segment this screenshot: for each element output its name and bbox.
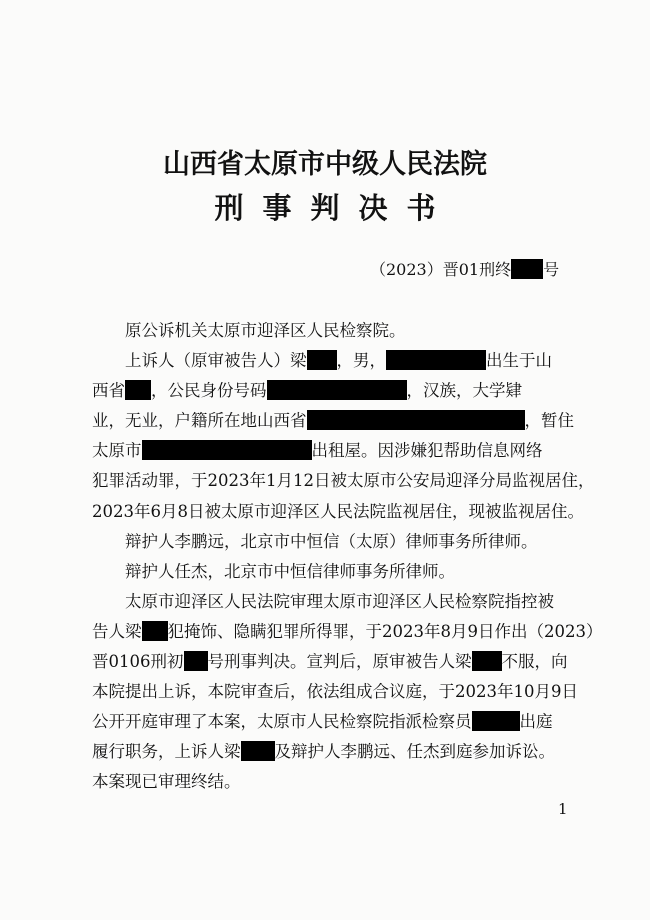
redaction-block <box>267 380 407 400</box>
text-segment: 业，无业，户籍所在地山西省 <box>92 411 307 431</box>
paragraph-prosecution-organ: 原公诉机关太原市迎泽区人民检察院。 <box>125 321 406 340</box>
text-segment: 号刑事判决。宣判后，原审被告人梁 <box>207 652 472 672</box>
text-segment: 西省 <box>92 381 125 401</box>
text-segment: 履行职务，上诉人梁 <box>92 742 241 762</box>
paragraph-appellant-line: 2023年6月8日被太原市迎泽区人民法院监视居住，现被监视居住。 <box>92 501 584 521</box>
paragraph-trial-history: 本院提出上诉，本院审查后，依法组成合议庭，于2023年10月9日 <box>92 682 578 702</box>
judgment-body <box>92 316 612 798</box>
redaction-block <box>307 350 337 370</box>
paragraph-appellant-line <box>92 406 612 436</box>
redaction-block <box>142 440 312 460</box>
text-segment: ，暂住 <box>524 411 574 431</box>
redaction-block <box>386 350 486 370</box>
case-number-prefix: （2023）晋01刑终 <box>370 260 512 279</box>
text-segment: 太原市 <box>92 441 142 461</box>
text-segment: ，男， <box>336 351 386 371</box>
paragraph-trial-history <box>92 647 612 677</box>
text-segment: 公开开庭审理了本案，太原市人民检察院指派检察员 <box>92 712 472 732</box>
paragraph-appellant-line: 犯罪活动罪，于2023年1月12日被太原市公安局迎泽分局监视居住， <box>92 471 595 491</box>
paragraph-trial-history <box>92 737 612 767</box>
text-segment: ，公民身份号码 <box>151 381 267 401</box>
text-segment: 晋0106刑初 <box>92 652 184 672</box>
redaction-block <box>472 711 520 731</box>
text-segment: 出租屋。因涉嫌犯帮助信息网络 <box>311 441 543 461</box>
text-segment: 及辩护人李鹏远、任杰到庭参加诉讼。 <box>274 742 555 762</box>
page-number: 1 <box>558 800 568 818</box>
text-segment: 犯掩饰、隐瞒犯罪所得罪，于2023年8月9日作出（2023） <box>167 621 603 641</box>
paragraph-trial-history <box>92 707 612 737</box>
paragraph-appellant-line <box>92 436 612 466</box>
court-name: 山西省太原市中级人民法院 <box>163 149 487 180</box>
redaction-block <box>125 380 151 400</box>
paragraph-trial-history: 本案现已审理终结。 <box>92 772 241 792</box>
redaction-block <box>511 259 543 279</box>
case-number-suffix: 号 <box>543 260 560 279</box>
redaction-block <box>472 651 502 671</box>
paragraph-defender-2: 辩护人任杰，北京市中恒信律师事务所律师。 <box>125 561 455 581</box>
paragraph-trial-history <box>92 617 612 647</box>
text-segment: ，汉族，大学肄 <box>406 381 522 401</box>
text-segment: 出生于山 <box>486 351 552 371</box>
text-segment: 上诉人（原审被告人）梁 <box>125 351 307 371</box>
redaction-block <box>307 410 525 430</box>
text-segment: 不服，向 <box>501 652 568 672</box>
paragraph-appellant-line <box>92 346 612 376</box>
paragraph-appellant-line <box>92 376 612 406</box>
text-segment: 告人梁 <box>92 621 142 641</box>
paragraph-defender-1: 辩护人李鹏远，北京市中恒信（太原）律师事务所律师。 <box>125 531 538 551</box>
redaction-block <box>241 741 275 761</box>
text-segment: 出庭 <box>519 712 553 732</box>
redaction-block <box>142 621 168 641</box>
paragraph-trial-history: 太原市迎泽区人民法院审理太原市迎泽区人民检察院指控被 <box>125 591 554 611</box>
document-title: 刑事判决书 <box>214 191 455 225</box>
redaction-block <box>184 651 208 671</box>
case-number <box>370 257 559 280</box>
